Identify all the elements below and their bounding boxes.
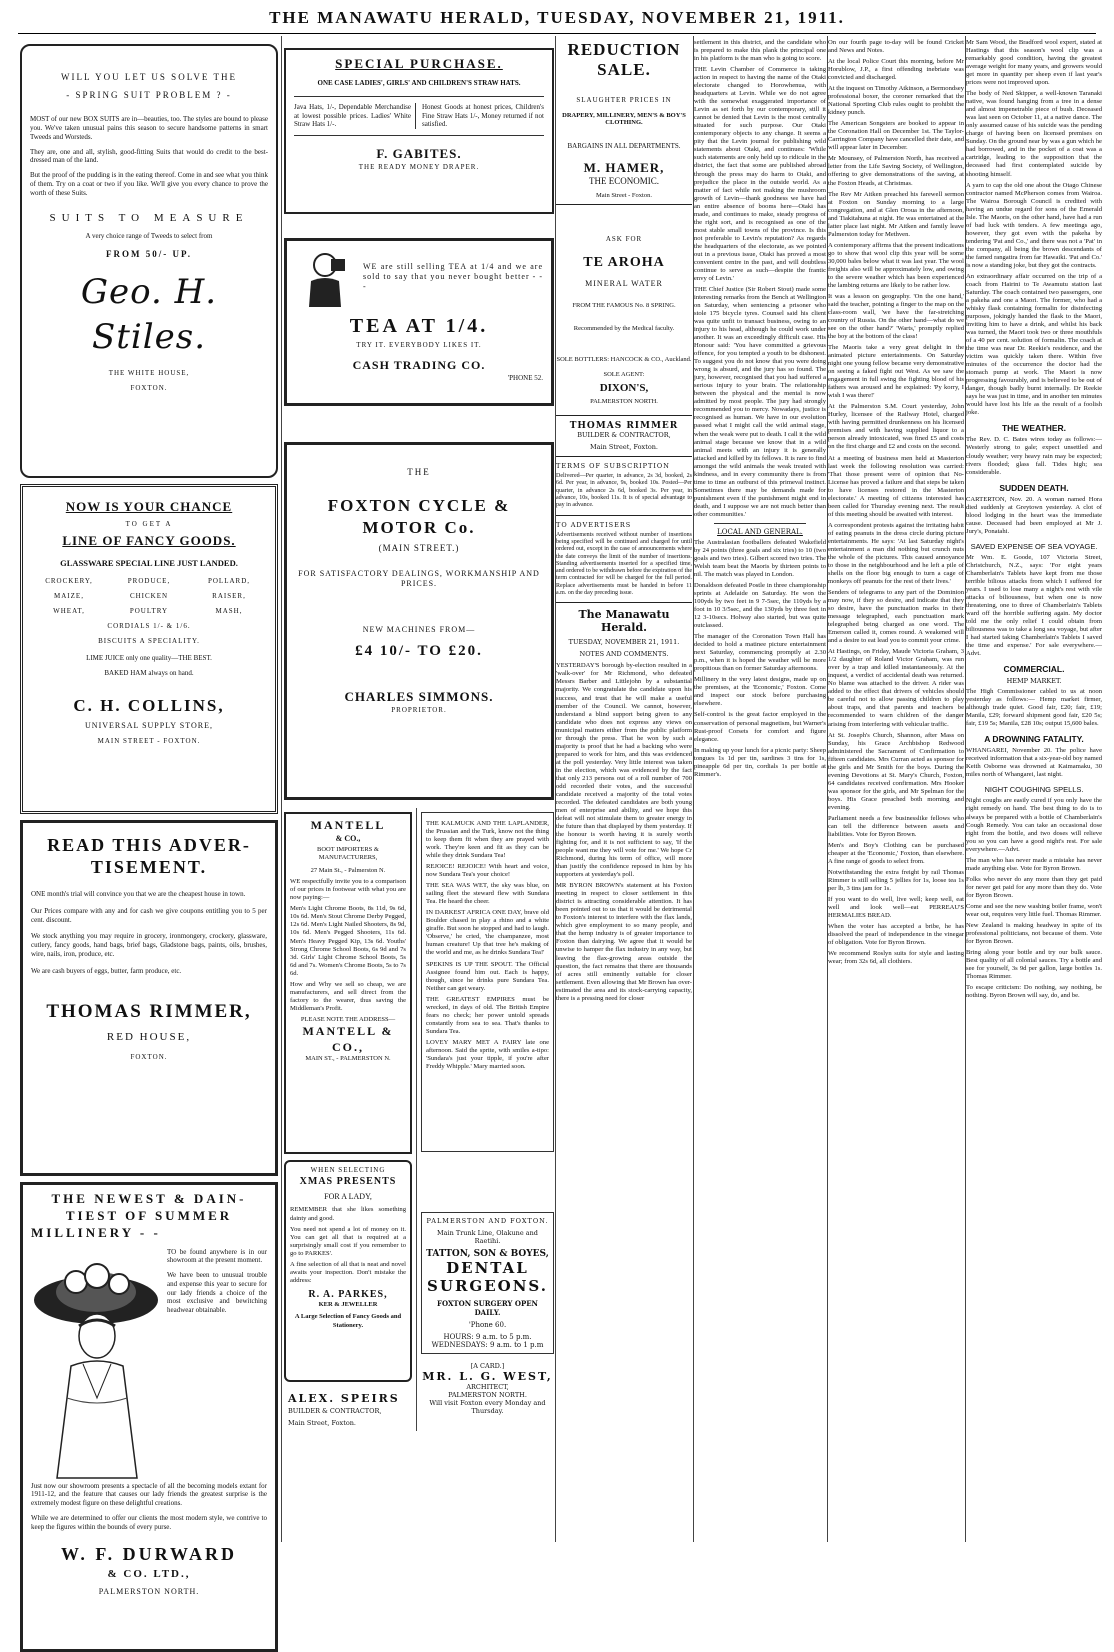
- mantell-note: PLEASE NOTE THE ADDRESS—: [300, 1015, 396, 1023]
- parkes-heading: XMAS PRESENTS: [299, 1176, 397, 1188]
- cycle-street: (MAIN STREET.): [378, 542, 460, 553]
- mantell-heading: MANTELL: [310, 818, 386, 832]
- stiles-town: FOXTON.: [130, 383, 168, 392]
- cycle-proprietor-title: PROPRIETOR.: [391, 706, 447, 715]
- stiles-paragraph: They are, one and all, stylish, good-fitting Suits that would do credit to the best-dressed man of the land.: [30, 147, 268, 165]
- weather-heading: THE WEATHER.: [1001, 423, 1067, 434]
- parkes-trade: KER & JEWELLER: [318, 1300, 378, 1308]
- stiles-house: THE WHITE HOUSE,: [108, 368, 190, 377]
- sundara-tea-verses: [421, 812, 554, 1152]
- dental-hours: HOURS: 9 a.m. to 5 p.m.: [443, 1333, 532, 1341]
- article-paragraph: The Maoris take a very great delight in the animated picture entertainments. On Saturday night one young fellow became very demonstrative on seeing a faked fight out West. As we saw the engagement in full swing the fighting blood of his fathers was aroused and he explained: 'Py korry, I wish I was there!': [828, 344, 964, 400]
- rimmer-builder-address: Main Street, Foxton.: [590, 443, 658, 451]
- gabites-left: Java Hats, 1/-, Dependable Merchandise at lowest possible prices. Ladies' White Straw Hats 1/-.: [294, 103, 416, 129]
- article-paragraph: A contemporary affirms that the present indications go to show that wool clip this year will be some 30,000 bales below what it was last year. The wool freights also will be approximately low, and owing to the severe weather which has been experienced the lambing returns are likely to be rather low.: [828, 241, 964, 289]
- speirs-advert: [284, 1388, 412, 1431]
- cycle-price: £4 10/- TO £20.: [355, 642, 483, 659]
- durward-name: W. F. DURWARD: [60, 1544, 238, 1565]
- speirs-address: Main Street, Foxton.: [288, 1419, 356, 1427]
- article-paragraph: CARTERTON, Nov. 20. A woman named Hora died suddenly at Greytown yesterday. A clot of blood lodging in the heart was the immediate cause. Deceased had been employed at Mr J. Jury's, Ponatahi.: [966, 495, 1102, 535]
- mantell-address: 27 Main St., - Palmerston N.: [310, 866, 386, 874]
- collins-ham: BAKED HAM always on hand.: [104, 669, 194, 678]
- cycle-paragraph: FOR SATISFACTORY DEALINGS, WORKMANSHIP AND PRICES.: [298, 568, 540, 588]
- herald-title: The Manawatu Herald.: [578, 608, 670, 635]
- column-5: [828, 36, 964, 1542]
- article-paragraph: MR BYRON BROWN's statement at his Foxton meeting in respect to closer settlement in this district is attracting considerable attention. It has been pointed out to us that it would be detrimental to Foxton's interest to interfere with the flax lands, which give employment to so many people, and that the hemp industry is of greater importance to Foxton than dairying. We agree that it would be unwise to hamper the flax industry in any way, but leaving the flax-growing areas outside the question, the fact remains that there are thousands of acres still eminently suitable for closer settlement. Even allowing that Mr Brown has over-estimated the area and its stock-carrying capacity, there is a pressing need for closer: [556, 882, 692, 1002]
- article-paragraph: The man who has never made a mistake has never made anything else. Vote for Byron Brown.: [966, 856, 1102, 872]
- product-item: MASH,: [215, 607, 243, 616]
- article-paragraph: Bring along your bottle and try our bulk sauce. Best quality of all colonial sauces. Try a bottle and see for yourself, 3s 9d per gallon, large bottles 1s. Thomas Rimmer.: [966, 948, 1102, 981]
- article-paragraph: An extraordinary affair occurred on the trip of a coach from Hairini to Te Awamutu station last Saturday. The coach contained two passengers, one a pakeha and one a Maori. The former, who had a whisky flask containing formalin for disinfecting purposes, jokingly handed the flask to the Maori, inviting him to have a drink, and whilst his back was turned, the Maori took two or three mouthfuls of a 40 per cent. solution of formalin. The coach at the time was near Dr. Reekie's residence, and the victim was quickly taken there. Within five minutes of the occurrence the doctor had the stomach pump at work. The Maori is now progressing favourably, and is believed to be out of danger, though badly burnt internally. Dr Reekie says he was just in time, and in another ten minutes would have lost his life as the result of a foolish joke.: [966, 272, 1102, 417]
- aroha-agent: DIXON'S,: [599, 382, 649, 394]
- rimmer-paragraph: ONE month's trial will convince you that we are the cheapest house in town.: [31, 890, 246, 899]
- advertisers-paragraph: Advertisements received without number of insertions being specified will be continued and charged for until ordered out, except in the case of announcements where the date conveys the limit of the number of insertions. Standing advertisements inserted for a specified time, and ordered to be withdrawn before the expiration of the term contracted for will be charged for the full period. Replace advertisements must be handed in before 11 a.m. on the day preceding issue.: [556, 531, 692, 597]
- sundara-verse: LOVEY MARY MET A FAIRY late one afternoon. Said the sprite, with smiles a-tipo: 'Sundara's just your tipple, if you're after Freddy Whipple.' Mary married soon.: [426, 1038, 549, 1070]
- advertisers-heading: TO ADVERTISERS: [556, 520, 632, 529]
- mantell-address: MAIN ST., - PALMERSTON N.: [305, 1055, 391, 1063]
- gabites-advert: [284, 48, 554, 214]
- article-paragraph: The Australasian footballers defeated Wakefield by 24 points (three goals and six tries) to 10 (two goals and two tries). Gilbert scored two tries. The Welsh team beat the Maoris by thirteen points to nil. The match was played in London.: [694, 538, 826, 578]
- notes-heading: NOTES AND COMMENTS.: [579, 650, 669, 659]
- mantell-paragraph: Men's Light Chrome Boots, 8s 11d, 9s 6d, 10s 6d. Men's Stout Chrome Derby Pegged, 12s 6d. Men's Light Nailed Shooters, 8s 9d, 10s 6d. Men's Pegged Shooters, 11s 6d. Men's Heavy Pegged Kip, 13s 6d. Youths' Strong Chrome School Boots, 6s 9d and 7s 3d. Girls' Light Chrome School Boots, 5s 6d and 7s. Women's Chrome Boots, 5s to 7s 6d.: [290, 905, 406, 977]
- rimmer-paragraph: We stock anything you may require in grocery, ironmongery, crockery, glassware, cutlery, fancy goods, hand bags, brief bags, Gladstone bags, paints, oils, brushes, wire, nails, iron, produce, etc.: [31, 932, 267, 958]
- durward-heading: TIEST OF SUMMER: [65, 1207, 233, 1223]
- cycle-heading: MOTOR Co.: [362, 517, 476, 537]
- cycle-the: THE: [407, 467, 431, 477]
- article-paragraph: Mr Wm. E. Goode, 107 Victoria Street, Christchurch, N.Z., says: 'For eight years Chamberlain's Tablets have kept from me those terrible bilious attacks from which I suffered for years. I used to lose many a night's rest with vile attacks of biliousness, but when one is now threatening, one to three of Chamberlain's Tablets ward off the horrible suffering again. My doctor told me the only relief I could obtain from biliousness was to take a long sea voyage, but after I had started taking Chamberlain's Tablets I saved the time and expense.' For sale everywhere.—Advt.: [966, 553, 1102, 658]
- hamer-advert: [556, 40, 692, 199]
- collins-products: [31, 577, 267, 616]
- product-item: CROCKERY,: [45, 576, 93, 585]
- collins-name: C. H. COLLINS,: [73, 695, 225, 715]
- aroha-bottlers: SOLE BOTTLERS: HANCOCK & CO., Auckland.: [556, 356, 692, 363]
- cycle-machines: NEW MACHINES FROM—: [362, 625, 476, 635]
- mantell-paragraph: WE respectfully invite you to a comparison of our prices in footwear with what you are now paying:—: [290, 878, 406, 902]
- durward-paragraph: While we are determined to offer our clients the most modern style, we contrive to keep the figures within the bounds of every purse.: [31, 1513, 267, 1531]
- article-paragraph: THE Levin Chamber of Commerce is taking action in respect to having the name of the Otaki electorate changed to Horowhenua, with headquarters at Levin. While we do not agree with the somewhat exaggerated importance of Levin as set forth by our contemporary, still it cannot be denied that Levin is the most centrally situated for such purpose. Our Otaki contemporary objects to any change. It seems a pity that the Levin journal for publishing wild statements about Otaki, and continues: 'While such statements are only held up to ridicule in the district, the fact that some are published abroad through the press may do harm to Otaki, and prejudice the place in the outside world. As a matter of fact while not making the mushroom growth of Levin—thank goodness we have had an entire absence of booms here—Otaki has made, and continues to make, steady progress of the right sort, and is recognised as one of the most stable small towns of the province. Is this not preferable to Levin's reputation? As regards the headquarters of the electorate, as we pointed out in a previous issue, Otaki has proved a most convenient centre in the past, and will doubtless continue to serve as such—despite the frantic envy of Levin.': [694, 66, 826, 282]
- tea-heading: TEA AT 1/4.: [349, 315, 489, 337]
- dental-surgery: FOXTON SURGERY OPEN DAILY.: [437, 1299, 538, 1317]
- gabites-name: F. GABITES.: [376, 146, 462, 162]
- te-aroha-advert: [556, 235, 692, 405]
- product-item: RAISER,: [212, 592, 246, 601]
- sundara-verse: SPEKINS IS UP THE SPOUT. The Official Assignee found him out. Each is happy, though, since he drinks pure Sundara Tea. Neither can get weary.: [426, 960, 549, 992]
- column-1: [20, 36, 278, 1597]
- tea-phone: 'PHONE 52.: [507, 373, 543, 382]
- stiles-advert: [20, 44, 278, 478]
- aroha-heading: MINERAL WATER: [585, 279, 663, 288]
- hemp-market-heading: HEMP MARKET.: [1006, 677, 1062, 686]
- durward-paragraph: Just now our showroom presents a spectacle of all the becoming models extant for 1911-12, and the feature that causes our lady friends the greatest surprise is the extremely modest figure on these delightful creations.: [31, 1481, 267, 1508]
- durward-paragraph: We have been to unusual trouble and expense this year to secure for our lady friends a choice of the most exclusive and bewitching headwear obtainable.: [167, 1271, 267, 1315]
- article-paragraph: New Zealand is making headway in spite of its professional politicians, not because of them. Vote for Byron Brown.: [966, 921, 1102, 945]
- stiles-signature: Geo. H. Stiles.: [80, 272, 218, 357]
- collins-street: MAIN STREET - FOXTON.: [97, 737, 201, 746]
- dental-advert: [421, 1212, 554, 1354]
- dental-line: PALMERSTON AND FOXTON.: [426, 1217, 549, 1225]
- dental-name: TATTON, SON & BOYES,: [426, 1249, 549, 1259]
- product-item: MAIZE,: [54, 592, 84, 601]
- parkes-paragraph: REMEMBER that she likes something dainty and good.: [290, 1206, 406, 1222]
- aroha-ask: ASK FOR: [605, 235, 643, 243]
- hamer-heading: SALE.: [597, 60, 651, 79]
- article-paragraph: A correspondent protests against the irritating habit of eating peanuts in the dress circle during picture entertainments. He says: 'At last Saturday night's entertainment a man did nothing but crunch nuts the whole of the pictures. This caused annoyance to those in the neighbourhood and he left a pile of shells on the floor big enough to turn a cage of monkeys off peanuts for the rest of their lives.': [828, 521, 964, 585]
- gabites-tag: THE READY MONEY DRAPER.: [358, 163, 480, 172]
- article-paragraph: The High Commissioner cabled to us at noon yesterday as follows:— Hemp market firmer, although trade quiet. Good fair, £20; fair, £19; Manila, £29; forward shipment good fair, £20 5s; fair, £19 5s; Manila, £28 10s; output 15,600 bales.: [966, 688, 1102, 728]
- durward-co: & CO. LTD.,: [107, 1567, 191, 1580]
- rimmer-heading: READ THIS ADVER-: [47, 835, 251, 855]
- column-2: [284, 36, 554, 1542]
- collins-subheading: TO GET A: [125, 519, 173, 528]
- parkes-selection: A Large Selection of Fancy Goods and Stationery.: [294, 1313, 402, 1329]
- article-paragraph: At St. Joseph's Church, Shannon, after Mass on Sunday, his Grace Archbishop Redwood administered the Sacrament of Confirmation to fifteen candidates. Mrs Curran acted as sponsor for the girls and Mr Smith for the boys. During the evening Devotions at St. Mary's Church, Foxton, 64 candidates received confirmation. Mrs Hooker was sponsor for the girls, and Mr Spelman for the boys. His Grace preached both morning and evening.: [828, 731, 964, 811]
- product-item: POULTRY: [129, 607, 169, 616]
- speirs-name: ALEX. SPEIRS: [288, 1392, 400, 1405]
- article-paragraph: Senders of telegrams to any part of the Dominion may now, if they so desire, and indicate that they so desire, have the punctuation marks in their message telegraphed, each punctuation mark telegraphed being charged as one word. The Emerson called it, comes round. A weakened will and a desire to eat lead you to commit your crime.: [828, 589, 964, 645]
- rimmer-heading: TISEMENT.: [90, 856, 208, 877]
- article-paragraph: Mr Sam Wood, the Bradford wool expert, stated at Hastings that this season's wool clip was a remarkably good condition, having the greatest average weight for many years, and growers would get more in quantity per sheep even if last year's prices were not improved upon.: [966, 39, 1102, 87]
- durward-body: [31, 1248, 267, 1478]
- collins-lime: LIME JUICE only one quality—THE BEST.: [86, 654, 212, 663]
- durward-advert: [20, 1182, 278, 1652]
- lady-hat-illustration: [31, 1248, 161, 1478]
- col2-lower-left: [284, 808, 412, 1431]
- article-paragraph: In making up your lunch for a picnic party: Sheep tongues 1s 1d per tin, sardines 3 tins for 1s, pineapple 6d per tin, cordials 1s per bottle at Rimmer's.: [694, 746, 826, 778]
- stiles-price: FROM 50/- UP.: [106, 248, 192, 259]
- aroha-from: FROM THE FAMOUS No. 8 SPRING.: [572, 302, 676, 309]
- article-paragraph: Donaldson defeated Postle in three championship sprints at Adelaide on Saturday. He won the 100yds by two feet in 9 7-5sec, the 110yds by a foot in 10 3/5sec, and the 130yds by three feet in 12 3-10secs. Holway also started, but was quite outclassed.: [694, 582, 826, 630]
- article-paragraph: Night coughs are easily cured if you only have the right remedy on hand. The best thing to do is to always be prepared with a bottle of Chamberlain's Cough Remedy. You can take an occasional dose right from the bottle, and two doses will relieve you so you can have a good night's rest. For sale everywhere.—Advt.: [966, 797, 1102, 853]
- sundara-verse: REJOICE! REJOICE! With heart and voice, now Sundara Tea's your choice!: [426, 863, 549, 879]
- article-paragraph: Millinery in the very latest designs, made up on the premises, at the 'Economic,' Foxton. Come and inspect our stock before purchasing elsewhere.: [694, 676, 826, 708]
- tea-company: CASH TRADING CO.: [352, 358, 486, 373]
- man-drinking-icon: [295, 247, 355, 307]
- west-name: MR. L. G. WEST,: [422, 1370, 553, 1383]
- rimmer-name: THOMAS RIMMER,: [46, 1001, 252, 1023]
- parkes-name: R. A. PARKES,: [308, 1288, 388, 1300]
- article-paragraph: Notwithstanding the extra freight by rail Thomas Rimmer is still selling 5 jellies for 1s, loose tea 1s per lb, 3 tins jam for 1s.: [828, 869, 964, 893]
- product-item: WHEAT,: [53, 607, 85, 616]
- herald-date: TUESDAY, NOVEMBER 21, 1911.: [568, 638, 680, 647]
- masthead-rule: [18, 33, 1096, 34]
- aroha-town: PALMERSTON NORTH.: [590, 398, 658, 405]
- hamer-sub: SLAUGHTER PRICES IN: [576, 96, 672, 104]
- sundara-verse: IN DARKEST AFRICA ONE DAY, brave old Boulder chased in play a rhino and a white giraffe. But soon he stopped and had to laugh. 'Observe,' he cried, 'the champanzee, most human creature! Up that tree he's making of the world and me, as he drinks Sundara Tea!': [426, 909, 549, 957]
- sundara-verse: THE SEA WAS WET, the sky was blue, on sailing fleet the steward flew with Sundara Tea. He heard the cheer.: [426, 882, 549, 906]
- cycle-advert: [284, 442, 554, 800]
- speirs-trade: BUILDER & CONTRACTOR,: [288, 1407, 382, 1415]
- dental-wednesdays: WEDNESDAYS: 9 a.m. to 1 p.m: [431, 1341, 544, 1349]
- parkes-paragraph: A fine selection of all that is neat and novel awaits your inspection. Don't mistake the address:: [290, 1260, 406, 1284]
- column-6: [966, 36, 1102, 1542]
- parkes-heading: FOR A LADY,: [324, 1192, 372, 1202]
- column-rule: [281, 36, 282, 1542]
- hamer-lines: DRAPERY, MILLINERY, MEN'S & BOY'S CLOTHING.: [562, 112, 686, 126]
- article-paragraph: THE Chief Justice (Sir Robert Stout) made some interesting remarks from the Bench at Wellington on Saturday, when sentencing a prisoner who stole 175 bicycle tyres. Counsel said his client was quite unfit to transact business, owing to an injury to his head, although he could work under another. It was an exceedingly difficult case. His Honour said: 'You have committed a grievous offence, for you tempted a youth to be dishonest. To suggest you do not know that you were doing wrong is absurd, and the jury has so found. The jury, however, recognised that you had suffered a serious injury to your brain. The relationship between the physical and the mental is now admitted by most people. The jury had strongly recommended you to mercy. Nowadays, justice is recognised as human. We have in our evolution passed what I might call the wild animal stage, when the weak were put to death. I call it the wild animal stage because we know that in a wild animal meets with an injury it is generally attacked and killed by its fellows. It is rare to find amongst the wild animals the weak treated with kindness, and in every community there is from time to time an outburst of this primeval instinct. Sometimes there may be demands made for punishment even if the punishment might end in death, and I suppose we are not much better than other communities.': [694, 285, 826, 518]
- rimmer-builder-name: THOMAS RIMMER: [569, 421, 679, 431]
- commercial-heading: COMMERCIAL.: [1003, 664, 1065, 675]
- tea-advert: [284, 238, 554, 406]
- collins-heading: NOW IS YOUR CHANCE: [65, 499, 233, 514]
- parkes-advert: [284, 1160, 412, 1382]
- stiles-suits-heading: SUITS TO MEASURE: [49, 212, 249, 225]
- article-paragraph: To escape criticism: Do nothing, say nothing, be nothing. Byron Brown will say, do, and be.: [966, 984, 1102, 1000]
- product-item: CHICKEN: [129, 592, 169, 601]
- article-paragraph: YESTERDAY'S borough by-election resulted in a 'walk-over' for Mr Richmond, who defeated Messrs Barber and Littlejohn by a substantial majority. We congratulate the candidate upon his success, and trust that he will make a useful member of the Council. We cannot, however, understand a blind support being given to any candidate who does not express any views on municipal matters either from the public platform or through the press. That he won by such a majority is proof that he had a backing who were prepared to work for him, and this was evidenced at the poll yesterday. Very little interest was taken in the election, which was evidenced by the fact that only 213 persons out of a roll number of 700 odd recorded their votes, and the successful candidate received a majority of the total votes recorded. The defeated candidates are both young men of enterprise and ability, and we hope this defeat will not stimulate them to greater energy in the future than that displayed by them yesterday. If the honour is worth having it is surely worth fighting for, and it is not sufficient to say, 'If the people want me they will vote for me.' We hope Cr Richmond, during his term of office, will more than justify the confidence reposed in him by his supporters at yesterday's poll.: [556, 662, 692, 879]
- stiles-paragraph: But the proof of the pudding is in the eating thereof. Come in and see what you think of them. Try on a coat or two if you like. We'll give you every chance to prove the worth of these Suits.: [30, 171, 268, 197]
- hamer-name: M. HAMER,: [583, 160, 665, 175]
- gabites-right: Honest Goods at honest prices, Children's Fine Straw Hats 1/-, Money returned if not satisfied.: [422, 102, 544, 129]
- hamer-tag: THE ECONOMIC.: [589, 176, 659, 186]
- durward-town: PALMERSTON NORTH.: [98, 1587, 200, 1597]
- aroha-heading: TE AROHA: [583, 255, 665, 270]
- article-paragraph: At a meeting of business men held at Masterton last week the following resolution was carried: 'That those present were of opinion that No-License has proved a failure and that steps be taken to have licenses restored in the Masterton electorate.' A meeting of citizens interested has been called for Thursday evening next. The result of this meeting should be awaited with interest.: [828, 454, 964, 518]
- article-paragraph: The American Songsters are booked to appear in the Coronation Hall on December 1st. The Taylor-Carrington Company have cancelled their date, and will appear later in December.: [828, 120, 964, 152]
- article-paragraph: At the Palmerston S.M. Court yesterday, John Hurley, licensee of the Railway Hotel, charged with having permitted drunkenness on his licensed premises and with having supplied liquor to a person already intoxicated, was fined £5 and costs on the first charge and £2 and costs on the second.: [828, 403, 964, 451]
- article-paragraph: Come and see the new washing boiler frame, won't wear out, requires very little fuel. Thomas Rimmer.: [966, 902, 1102, 918]
- article-paragraph: If you want to do well, live well; keep well, eat well and look well—eat PERREAU'S HERMALIES BREAD.: [828, 896, 964, 920]
- mantell-paragraph: How and Why we sell so cheap, we are manufacturers, and sell direct from the factory to the wearer, thus saving the Middleman's Profit.: [290, 980, 406, 1012]
- west-town: PALMERSTON NORTH.: [448, 1391, 527, 1399]
- article-paragraph: It was a lesson on geography. 'On the one hand,' said the teacher, pointing a finger to the map on the class-room wall, 'we have the far-stretching country of Russia. On the other hand—what do we see on the other hand?' 'Warts,' promptly replied the boy at the bottom of the class!: [828, 292, 964, 341]
- mantell-name: MANTELL & CO.,: [302, 1024, 394, 1054]
- dental-address: Main Trunk Line, Olakune and Raetihi.: [437, 1229, 538, 1245]
- col2-lower-right: [416, 808, 554, 1431]
- collins-biscuits: BISCUITS A SPECIALITY.: [98, 637, 200, 646]
- parkes-heading: WHEN SELECTING: [310, 1166, 386, 1174]
- article-paragraph: At the local Police Court this morning, before Mr Horublow, J.P., a first offending inebriate was convicted and discharged.: [828, 58, 964, 82]
- hamer-address: Main Street - Foxton.: [596, 192, 652, 199]
- cycle-proprietor: CHARLES SIMMONS.: [344, 689, 494, 705]
- article-paragraph: When the voter has accepted a bribe, he has dissolved the pearl of independence in the vinegar of obligation. Vote for Byron Brown.: [828, 923, 964, 947]
- collins-glassware: GLASSWARE SPECIAL LINE JUST LANDED.: [60, 557, 238, 568]
- drowning-heading: A DROWNING FATALITY.: [984, 734, 1084, 745]
- article-paragraph: WHANGAREI, November 20. The police have received information that a six-year-old boy named Keith Osborne was drowned at Kaimamaku, 30 miles north of Whangarei, last night.: [966, 747, 1102, 779]
- collins-cordials: CORDIALS 1/- & 1/6.: [107, 622, 191, 631]
- article-paragraph: Folks who never do any more than they get paid for never get paid for any more than they do. Vote for Byron Brown.: [966, 875, 1102, 899]
- local-general-heading: LOCAL AND GENERAL.: [717, 527, 803, 536]
- article-paragraph: A yarn to cap the old one about the Otago Chinese contractor named McPherson comes from Wairoa. The Wairoa Borough Council is credited with having an undue regard for sons of the Emerald Isle. The Maoris, on the other hand, have had a run of bad luck with tenders. A few meetings ago, however, they got even with the pakeha by tendering 'Pat and Co.,' and there was not a 'Pat' in the company, all being the brown descendants of the famed rangatira from far Hawaiki. 'Pat and Co.' is now a standing joke, but they got the contracts.: [966, 181, 1102, 269]
- collins-store: UNIVERSAL SUPPLY STORE,: [85, 720, 213, 730]
- col2-lower-split: [284, 808, 554, 1431]
- tea-paragraph: WE are still selling TEA at 1/4 and we are sold to say that you never bought better - - -: [363, 262, 543, 291]
- mantell-heading: & CO.,: [335, 833, 361, 843]
- article-paragraph: The body of Ned Skipper, a well-known Taranaki native, was found hanging from a tree in a dense and almost impenetrable piece of bush. Deceased was last seen on October 11, at a native dance. The only assumed cause of his suicide was the pending charge of having been on licensed premises on Sunday. On the ground near by was a gun which he had borrowed, and in the pocket of a coat was a cartridge, leading to the supposition that the deceased had first contemplated suicide by shooting himself.: [966, 90, 1102, 178]
- aroha-agent-label: SOLE AGENT:: [603, 371, 645, 378]
- product-item: PRODUCE,: [127, 576, 171, 585]
- mantell-advert: [284, 812, 412, 1154]
- sundara-verse: THE GREATEST EMPIRES must be wrecked, in days of old. The British Empire fears no check; her power untold spreads constantly from sea to sea. That's thanks to Sundara Tea.: [426, 995, 549, 1035]
- collins-advert: [20, 484, 278, 814]
- sundara-verse: THE KALMUCK AND THE LAPLANDER, the Prussian and the Turk, know not the thing to keep them fit when they are prayed with work. They're keen and fit as they can be while they drink Sundara Tea!: [426, 820, 549, 860]
- hamer-bargains: BARGAINS IN ALL DEPARTMENTS.: [567, 142, 681, 150]
- west-trade: ARCHITECT,: [466, 1383, 509, 1391]
- rimmer-paragraph: We are cash buyers of eggs, butter, farm produce, etc.: [31, 966, 182, 975]
- west-visit: Will visit Foxton every Monday and Thursday.: [429, 1399, 546, 1415]
- stiles-choice: A very choice range of Tweeds to select from: [85, 231, 213, 240]
- durward-paragraph: TO be found anywhere is in our showroom at the present moment.: [167, 1247, 267, 1265]
- stiles-line1: WILL YOU LET US SOLVE THE: [61, 72, 237, 82]
- article-paragraph: The Rev. D. C. Bates wires today as follows:— Westerly strong to gale; expect unsettled and cloudy weather; very heavy rain may be expected; rivers flooded; glass fall. Tides high; sea considerable.: [966, 436, 1102, 476]
- tea-try: TRY IT. EVERYBODY LIKES IT.: [356, 341, 482, 349]
- article-paragraph: At the inquest on Timothy Atkinson, a Bermondsey professional boxer, the coroner remarked that the National Sporting Club rules ought to prohibit the kidney punch.: [828, 85, 964, 117]
- dental-heading: DENTAL SURGEONS.: [427, 1259, 548, 1295]
- rimmer-house: RED HOUSE,: [106, 1031, 192, 1044]
- column-3: [556, 36, 692, 1542]
- durward-heading: MILLINERY - -: [31, 1224, 161, 1240]
- terms-heading: TERMS OF SUBSCRIPTION: [556, 462, 670, 470]
- parkes-paragraph: You need not spend a lot of money on it. You can get all that is required at a surprisingly small cost if you remember to go to PARKES'.: [290, 1225, 406, 1257]
- collins-heading: LINE OF FANCY GOODS.: [62, 532, 236, 548]
- column-4: [694, 36, 826, 1542]
- night-coughing-heading: NIGHT COUGHING SPELLS.: [984, 785, 1084, 795]
- dental-phone: 'Phone 60.: [468, 1321, 507, 1329]
- article-paragraph: The Rev Mr Aitken preached his farewell sermon at Foxton on Sunday morning to a large congregation, and at Glen Oroua in the afternoon, and Tiakitahuna at night. He was entertained at the latter place last night. Mr Aitken and family leave Palmerston today for Methven.: [828, 190, 964, 238]
- masthead: THE MANAWATU HERALD, TUESDAY, NOVEMBER 21, 1911.: [269, 8, 845, 27]
- rimmer-builder-trade: BUILDER & CONTRACTOR,: [577, 431, 671, 439]
- mantell-sub: BOOT IMPORTERS & MANUFACTURERS,: [317, 845, 379, 862]
- product-item: POLLARD,: [207, 576, 251, 585]
- cycle-heading: FOXTON CYCLE &: [327, 495, 511, 515]
- west-card: [A CARD.]: [470, 1362, 505, 1370]
- rimmer-paragraph: Our Prices compare with any and for cash we give coupons entitling you to 5 per cent. discount.: [31, 906, 267, 924]
- article-paragraph: The manager of the Coronation Town Hall has decided to hold a matinee picture entertainment next Saturday, commencing promptly at 2.30 p.m., when it is hoped the weather will be more propitious than on former Saturday afternoons.: [694, 633, 826, 673]
- article-paragraph: Parliament needs a few businesslike fellows who can tell the difference between assets and liabilities. Vote for Byron Brown.: [828, 814, 964, 838]
- article-paragraph: Mr Mounsey, of Palmerston North, has received a letter from the Life Saving Society, of Wellington, offering to give demonstrations of the saving, at the Foxton Heads, at Christmas.: [828, 155, 964, 187]
- rimmer-advert: [20, 820, 278, 1176]
- gabites-heading: SPECIAL PURCHASE.: [335, 56, 503, 71]
- stiles-paragraph: MOST of our new BOX SUITS are in—beauties, too. The styles are bound to please you. We've taken unusual pains this season to secure handsome patterns in smart Tweeds and Worsteds.: [30, 115, 268, 141]
- article-paragraph: On our fourth page to-day will be found Cricket and News and Notes.: [828, 39, 964, 55]
- durward-heading: THE NEWEST & DAIN-: [51, 1191, 247, 1206]
- article-paragraph: settlement in this district, and the candidate who is prepared to make this plank the principal one in his platform is the man who is going to score.: [694, 39, 826, 63]
- stiles-line2: - SPRING SUIT PROBLEM ? -: [66, 89, 232, 100]
- rimmer-builder-advert: [556, 421, 692, 451]
- terms-paragraph: Delivered—Per quarter, in advance, 2s 3d, booked, 2s 6d. Per year, in advance, 9s, booked 10s. Posted—Per quarter, in advance 2s 6d, booked 3s. Per year, in advance, 10s, booked 11s. It is of special advantage to pay in advance.: [556, 473, 692, 509]
- saved-expense-heading: SAVED EXPENSE OF SEA VOYAGE.: [970, 541, 1098, 551]
- aroha-recommended: Recommended by the Medical faculty.: [573, 325, 675, 332]
- article-paragraph: Men's and Boy's Clothing can be purchased cheaper at the 'Economic,' Foxton, than elsewhere. A fine range of goods to select from.: [828, 841, 964, 865]
- sudden-death-heading: SUDDEN DEATH.: [999, 482, 1069, 493]
- west-advert: [421, 1362, 554, 1415]
- article-paragraph: We recommend Roslyn suits for style and lasting wear; from 32s 6d, all clothiers.: [828, 950, 964, 966]
- article-paragraph: Self-control is the great factor employed in the conservation of personal magnetism, but Warner's Rust-proof Corsets for comfort and figure elegance.: [694, 711, 826, 743]
- article-paragraph: At Hastings, on Friday, Maude Victoria Graham, 3 1/2 daughter of Roland Victor Graham, was run over by a trap and killed instantaneously. At the inquest, a verdict of accidental death was returned. No blame was attached to the driver. A rider was added to the effect that drivers of vehicles should be careful not to allow passing children to play about traps, and that parents and teachers be recommended to warn children of the danger arising from interfering with vehicular traffic.: [828, 648, 964, 728]
- rimmer-town: FOXTON.: [130, 1052, 168, 1061]
- hamer-heading: REDUCTION: [567, 40, 681, 59]
- gabites-subheading: ONE CASE LADIES', GIRLS' AND CHILDREN'S STRAW HATS.: [317, 78, 521, 87]
